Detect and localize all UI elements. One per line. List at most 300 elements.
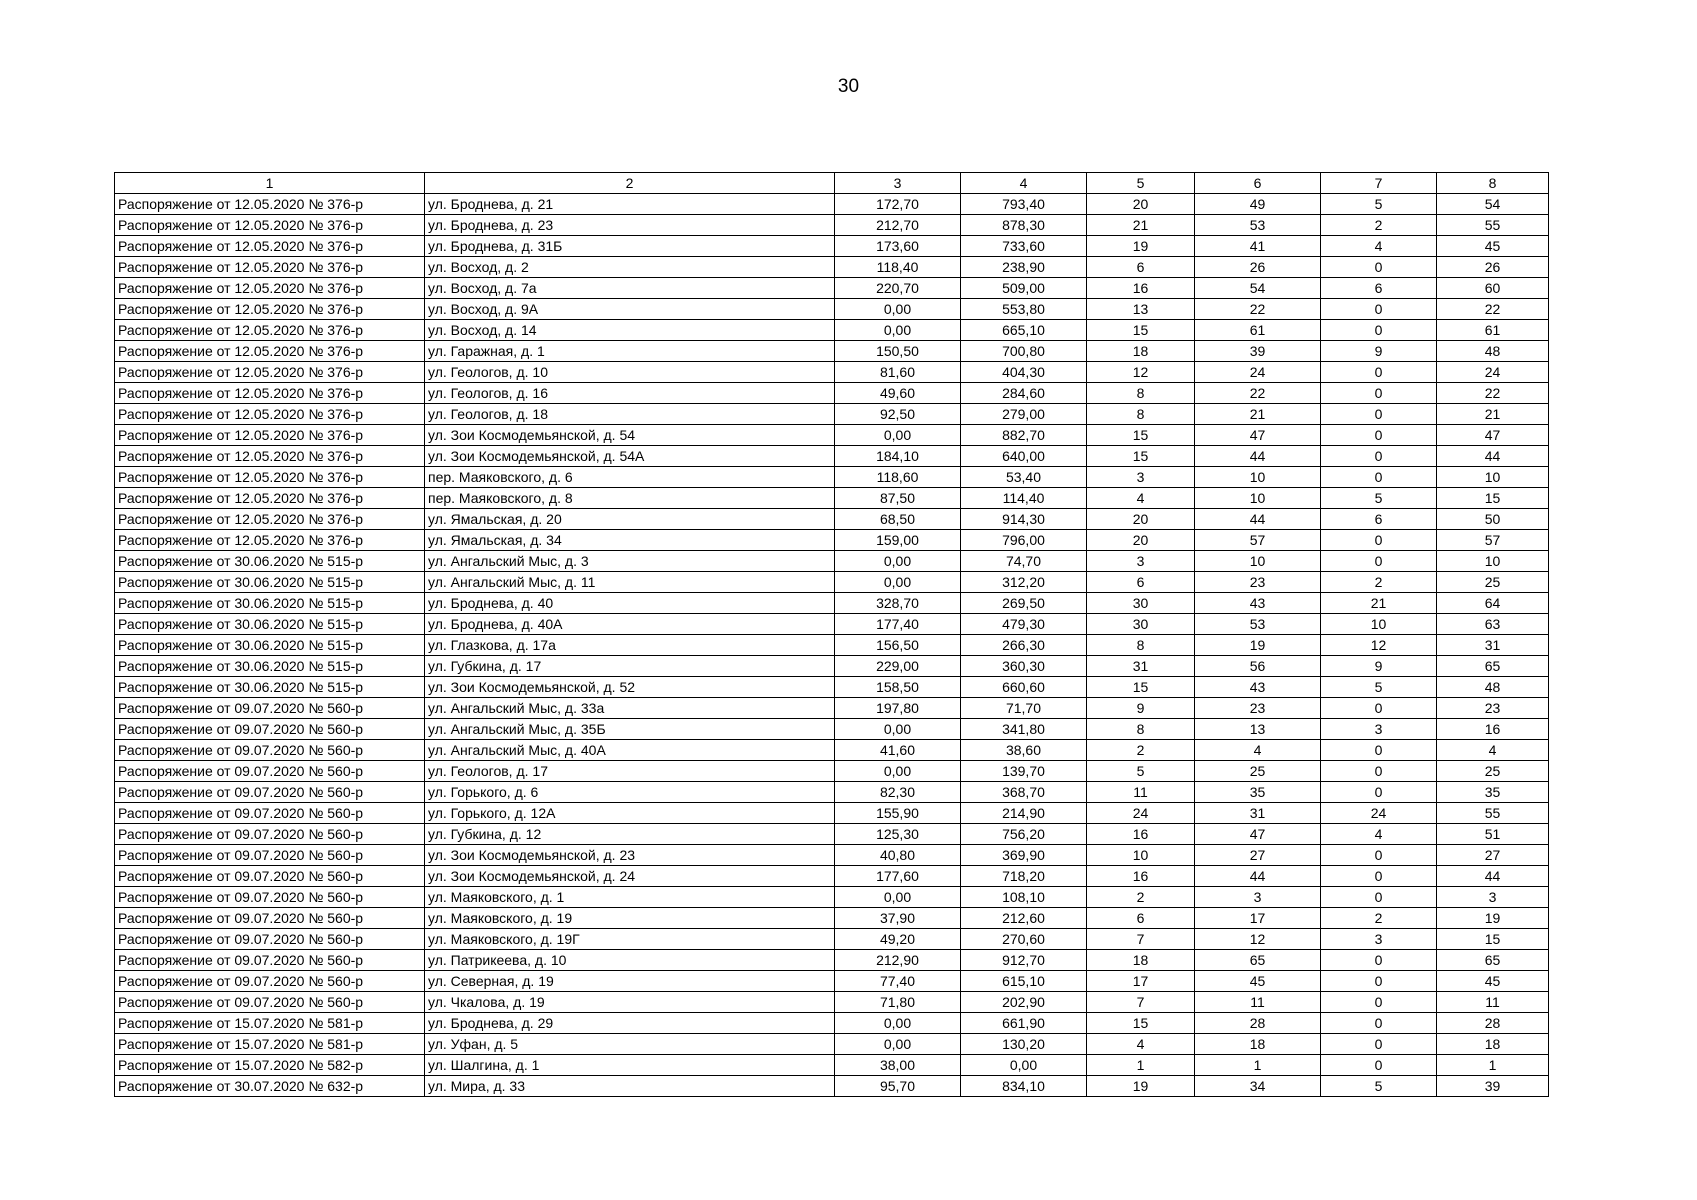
address-cell: ул. Губкина, д. 12	[425, 824, 835, 845]
col3-cell: 68,50	[835, 509, 961, 530]
col8-cell: 39	[1437, 1076, 1549, 1097]
address-cell: ул. Маяковского, д. 1	[425, 887, 835, 908]
col8-cell: 55	[1437, 215, 1549, 236]
col6-cell: 22	[1195, 299, 1321, 320]
order-cell: Распоряжение от 12.05.2020 № 376-р	[115, 488, 425, 509]
col4-cell: 238,90	[961, 257, 1087, 278]
col3-cell: 0,00	[835, 719, 961, 740]
table-row	[115, 677, 1549, 698]
address-cell: ул. Восход, д. 2	[425, 257, 835, 278]
col8-cell: 15	[1437, 929, 1549, 950]
col3-cell: 0,00	[835, 761, 961, 782]
col5-cell: 16	[1087, 278, 1195, 299]
col8-cell: 63	[1437, 614, 1549, 635]
data-table	[114, 172, 1549, 1097]
col5-cell: 6	[1087, 257, 1195, 278]
col3-cell: 71,80	[835, 992, 961, 1013]
col5-cell: 8	[1087, 383, 1195, 404]
col4-cell: 882,70	[961, 425, 1087, 446]
col3-cell: 38,00	[835, 1055, 961, 1076]
col4-cell: 266,30	[961, 635, 1087, 656]
col4-cell: 718,20	[961, 866, 1087, 887]
col6-cell: 19	[1195, 635, 1321, 656]
order-cell: Распоряжение от 12.05.2020 № 376-р	[115, 299, 425, 320]
col8-cell: 57	[1437, 530, 1549, 551]
col6-cell: 43	[1195, 677, 1321, 698]
order-cell: Распоряжение от 09.07.2020 № 560-р	[115, 845, 425, 866]
col7-cell: 0	[1321, 1055, 1437, 1076]
col6-cell: 65	[1195, 950, 1321, 971]
col4-cell: 640,00	[961, 446, 1087, 467]
col6-cell: 1	[1195, 1055, 1321, 1076]
col7-cell: 0	[1321, 446, 1437, 467]
col5-cell: 13	[1087, 299, 1195, 320]
address-cell: ул. Зои Космодемьянской, д. 24	[425, 866, 835, 887]
col6-cell: 22	[1195, 383, 1321, 404]
order-cell: Распоряжение от 15.07.2020 № 581-р	[115, 1034, 425, 1055]
address-cell: ул. Глазкова, д. 17а	[425, 635, 835, 656]
address-cell: ул. Маяковского, д. 19Г	[425, 929, 835, 950]
col4-cell: 796,00	[961, 530, 1087, 551]
address-cell: ул. Броднева, д. 29	[425, 1013, 835, 1034]
table-row	[115, 551, 1549, 572]
col7-cell: 2	[1321, 908, 1437, 929]
col4-cell: 74,70	[961, 551, 1087, 572]
table-row	[115, 341, 1549, 362]
table-row	[115, 257, 1549, 278]
col8-cell: 28	[1437, 1013, 1549, 1034]
col5-cell: 17	[1087, 971, 1195, 992]
col8-cell: 50	[1437, 509, 1549, 530]
table-row	[115, 320, 1549, 341]
col5-cell: 8	[1087, 635, 1195, 656]
col6-cell: 11	[1195, 992, 1321, 1013]
col5-cell: 20	[1087, 509, 1195, 530]
col6-cell: 54	[1195, 278, 1321, 299]
col8-cell: 44	[1437, 866, 1549, 887]
col5-cell: 4	[1087, 488, 1195, 509]
col6-cell: 61	[1195, 320, 1321, 341]
order-cell: Распоряжение от 09.07.2020 № 560-р	[115, 929, 425, 950]
col5-cell: 16	[1087, 824, 1195, 845]
order-cell: Распоряжение от 12.05.2020 № 376-р	[115, 446, 425, 467]
order-cell: Распоряжение от 30.06.2020 № 515-р	[115, 551, 425, 572]
col3-cell: 158,50	[835, 677, 961, 698]
col5-cell: 7	[1087, 929, 1195, 950]
col7-cell: 3	[1321, 929, 1437, 950]
table-row	[115, 866, 1549, 887]
table-body	[115, 173, 1549, 1097]
col4-cell: 0,00	[961, 1055, 1087, 1076]
col4-cell: 130,20	[961, 1034, 1087, 1055]
col6-cell: 39	[1195, 341, 1321, 362]
col3-cell: 49,20	[835, 929, 961, 950]
col8-cell: 23	[1437, 698, 1549, 719]
col4-cell: 834,10	[961, 1076, 1087, 1097]
col7-cell: 0	[1321, 551, 1437, 572]
col7-cell: 4	[1321, 236, 1437, 257]
col6-cell: 10	[1195, 467, 1321, 488]
order-cell: Распоряжение от 12.05.2020 № 376-р	[115, 362, 425, 383]
address-cell: ул. Броднева, д. 40А	[425, 614, 835, 635]
page-number: 30	[837, 76, 860, 97]
col5-cell: 1	[1087, 1055, 1195, 1076]
col3-cell: 81,60	[835, 362, 961, 383]
col7-cell: 0	[1321, 845, 1437, 866]
col5-cell: 3	[1087, 551, 1195, 572]
col7-cell: 0	[1321, 950, 1437, 971]
col3-cell: 92,50	[835, 404, 961, 425]
order-cell: Распоряжение от 09.07.2020 № 560-р	[115, 866, 425, 887]
table-row	[115, 1034, 1549, 1055]
col5-cell: 21	[1087, 215, 1195, 236]
col5-cell: 6	[1087, 908, 1195, 929]
address-cell: ул. Ангальский Мыс, д. 35Б	[425, 719, 835, 740]
col3-cell: 197,80	[835, 698, 961, 719]
col6-cell: 27	[1195, 845, 1321, 866]
col8-cell: 19	[1437, 908, 1549, 929]
col5-cell: 16	[1087, 866, 1195, 887]
col7-cell: 2	[1321, 572, 1437, 593]
table-row	[115, 845, 1549, 866]
col5-cell: 11	[1087, 782, 1195, 803]
col3-cell: 150,50	[835, 341, 961, 362]
col4-cell: 139,70	[961, 761, 1087, 782]
col6-cell: 26	[1195, 257, 1321, 278]
col4-cell: 212,60	[961, 908, 1087, 929]
table-row	[115, 824, 1549, 845]
address-cell: пер. Маяковского, д. 8	[425, 488, 835, 509]
col5-cell: 20	[1087, 194, 1195, 215]
col5-cell: 4	[1087, 1034, 1195, 1055]
col6-cell: 4	[1195, 740, 1321, 761]
address-cell: ул. Восход, д. 9А	[425, 299, 835, 320]
col3-cell: 118,40	[835, 257, 961, 278]
order-cell: Распоряжение от 12.05.2020 № 376-р	[115, 341, 425, 362]
col4-cell: 479,30	[961, 614, 1087, 635]
col4-cell: 878,30	[961, 215, 1087, 236]
column-header-5: 5	[1087, 173, 1195, 194]
address-cell: ул. Геологов, д. 17	[425, 761, 835, 782]
col6-cell: 45	[1195, 971, 1321, 992]
address-cell: ул. Маяковского, д. 19	[425, 908, 835, 929]
order-cell: Распоряжение от 12.05.2020 № 376-р	[115, 320, 425, 341]
address-cell: ул. Броднева, д. 40	[425, 593, 835, 614]
col3-cell: 155,90	[835, 803, 961, 824]
col5-cell: 8	[1087, 719, 1195, 740]
col4-cell: 270,60	[961, 929, 1087, 950]
col8-cell: 1	[1437, 1055, 1549, 1076]
col3-cell: 0,00	[835, 1034, 961, 1055]
col5-cell: 18	[1087, 341, 1195, 362]
col4-cell: 38,60	[961, 740, 1087, 761]
address-cell: ул. Северная, д. 19	[425, 971, 835, 992]
col6-cell: 10	[1195, 551, 1321, 572]
col5-cell: 9	[1087, 698, 1195, 719]
address-cell: ул. Ангальский Мыс, д. 40А	[425, 740, 835, 761]
col8-cell: 26	[1437, 257, 1549, 278]
order-cell: Распоряжение от 09.07.2020 № 560-р	[115, 719, 425, 740]
col6-cell: 53	[1195, 215, 1321, 236]
col6-cell: 3	[1195, 887, 1321, 908]
col8-cell: 47	[1437, 425, 1549, 446]
column-header-6: 6	[1195, 173, 1321, 194]
table-row	[115, 656, 1549, 677]
col8-cell: 31	[1437, 635, 1549, 656]
table-row	[115, 299, 1549, 320]
table-row	[115, 614, 1549, 635]
col3-cell: 156,50	[835, 635, 961, 656]
col6-cell: 31	[1195, 803, 1321, 824]
table-row	[115, 971, 1549, 992]
order-cell: Распоряжение от 09.07.2020 № 560-р	[115, 908, 425, 929]
col4-cell: 284,60	[961, 383, 1087, 404]
col6-cell: 43	[1195, 593, 1321, 614]
table-row	[115, 530, 1549, 551]
address-cell: ул. Ямальская, д. 20	[425, 509, 835, 530]
col4-cell: 368,70	[961, 782, 1087, 803]
table-row	[115, 887, 1549, 908]
table-row	[115, 1055, 1549, 1076]
table-row	[115, 194, 1549, 215]
address-cell: ул. Чкалова, д. 19	[425, 992, 835, 1013]
address-cell: ул. Губкина, д. 17	[425, 656, 835, 677]
col4-cell: 114,40	[961, 488, 1087, 509]
table-row	[115, 635, 1549, 656]
col7-cell: 9	[1321, 341, 1437, 362]
col6-cell: 24	[1195, 362, 1321, 383]
col5-cell: 15	[1087, 677, 1195, 698]
col8-cell: 60	[1437, 278, 1549, 299]
table-row	[115, 236, 1549, 257]
col7-cell: 5	[1321, 1076, 1437, 1097]
col3-cell: 82,30	[835, 782, 961, 803]
col6-cell: 13	[1195, 719, 1321, 740]
order-cell: Распоряжение от 09.07.2020 № 560-р	[115, 992, 425, 1013]
col8-cell: 61	[1437, 320, 1549, 341]
col7-cell: 2	[1321, 215, 1437, 236]
col4-cell: 214,90	[961, 803, 1087, 824]
col6-cell: 12	[1195, 929, 1321, 950]
order-cell: Распоряжение от 09.07.2020 № 560-р	[115, 782, 425, 803]
order-cell: Распоряжение от 30.07.2020 № 632-р	[115, 1076, 425, 1097]
col3-cell: 177,60	[835, 866, 961, 887]
col3-cell: 0,00	[835, 572, 961, 593]
table-row	[115, 278, 1549, 299]
order-cell: Распоряжение от 12.05.2020 № 376-р	[115, 383, 425, 404]
col7-cell: 5	[1321, 677, 1437, 698]
col5-cell: 19	[1087, 1076, 1195, 1097]
col7-cell: 0	[1321, 257, 1437, 278]
address-cell: ул. Геологов, д. 16	[425, 383, 835, 404]
table-row	[115, 215, 1549, 236]
col8-cell: 35	[1437, 782, 1549, 803]
col5-cell: 2	[1087, 740, 1195, 761]
col5-cell: 10	[1087, 845, 1195, 866]
col4-cell: 108,10	[961, 887, 1087, 908]
address-cell: ул. Броднева, д. 21	[425, 194, 835, 215]
col8-cell: 25	[1437, 572, 1549, 593]
col7-cell: 3	[1321, 719, 1437, 740]
col5-cell: 19	[1087, 236, 1195, 257]
col6-cell: 47	[1195, 425, 1321, 446]
address-cell: ул. Патрикеева, д. 10	[425, 950, 835, 971]
order-cell: Распоряжение от 09.07.2020 № 560-р	[115, 971, 425, 992]
col8-cell: 16	[1437, 719, 1549, 740]
order-cell: Распоряжение от 12.05.2020 № 376-р	[115, 467, 425, 488]
col8-cell: 27	[1437, 845, 1549, 866]
col7-cell: 0	[1321, 320, 1437, 341]
order-cell: Распоряжение от 12.05.2020 № 376-р	[115, 530, 425, 551]
address-cell: ул. Зои Космодемьянской, д. 23	[425, 845, 835, 866]
address-cell: ул. Ангальский Мыс, д. 33а	[425, 698, 835, 719]
col8-cell: 11	[1437, 992, 1549, 1013]
table-row	[115, 803, 1549, 824]
col4-cell: 53,40	[961, 467, 1087, 488]
col5-cell: 2	[1087, 887, 1195, 908]
col8-cell: 44	[1437, 446, 1549, 467]
table-row	[115, 593, 1549, 614]
address-cell: ул. Восход, д. 7а	[425, 278, 835, 299]
col4-cell: 615,10	[961, 971, 1087, 992]
address-cell: ул. Гаражная, д. 1	[425, 341, 835, 362]
col8-cell: 64	[1437, 593, 1549, 614]
col4-cell: 269,50	[961, 593, 1087, 614]
column-header-8: 8	[1437, 173, 1549, 194]
col3-cell: 41,60	[835, 740, 961, 761]
col8-cell: 10	[1437, 551, 1549, 572]
col6-cell: 57	[1195, 530, 1321, 551]
col6-cell: 47	[1195, 824, 1321, 845]
address-cell: ул. Зои Космодемьянской, д. 54	[425, 425, 835, 446]
col8-cell: 18	[1437, 1034, 1549, 1055]
col7-cell: 0	[1321, 782, 1437, 803]
col7-cell: 5	[1321, 194, 1437, 215]
col4-cell: 360,30	[961, 656, 1087, 677]
table-header-row	[115, 173, 1549, 194]
col5-cell: 24	[1087, 803, 1195, 824]
col6-cell: 49	[1195, 194, 1321, 215]
col8-cell: 65	[1437, 656, 1549, 677]
order-cell: Распоряжение от 09.07.2020 № 560-р	[115, 824, 425, 845]
col8-cell: 21	[1437, 404, 1549, 425]
col7-cell: 0	[1321, 761, 1437, 782]
address-cell: ул. Горького, д. 6	[425, 782, 835, 803]
col6-cell: 44	[1195, 866, 1321, 887]
order-cell: Распоряжение от 12.05.2020 № 376-р	[115, 194, 425, 215]
col6-cell: 35	[1195, 782, 1321, 803]
col3-cell: 159,00	[835, 530, 961, 551]
col7-cell: 0	[1321, 698, 1437, 719]
column-header-4: 4	[961, 173, 1087, 194]
col5-cell: 31	[1087, 656, 1195, 677]
order-cell: Распоряжение от 12.05.2020 № 376-р	[115, 425, 425, 446]
order-cell: Распоряжение от 09.07.2020 № 560-р	[115, 761, 425, 782]
col4-cell: 660,60	[961, 677, 1087, 698]
address-cell: ул. Горького, д. 12А	[425, 803, 835, 824]
order-cell: Распоряжение от 15.07.2020 № 581-р	[115, 1013, 425, 1034]
table-row	[115, 509, 1549, 530]
col5-cell: 18	[1087, 950, 1195, 971]
col6-cell: 23	[1195, 698, 1321, 719]
col7-cell: 0	[1321, 404, 1437, 425]
col6-cell: 18	[1195, 1034, 1321, 1055]
col4-cell: 71,70	[961, 698, 1087, 719]
col4-cell: 404,30	[961, 362, 1087, 383]
col3-cell: 118,60	[835, 467, 961, 488]
col6-cell: 25	[1195, 761, 1321, 782]
col6-cell: 28	[1195, 1013, 1321, 1034]
col3-cell: 0,00	[835, 1013, 961, 1034]
address-cell: ул. Восход, д. 14	[425, 320, 835, 341]
col4-cell: 509,00	[961, 278, 1087, 299]
col4-cell: 341,80	[961, 719, 1087, 740]
table-row	[115, 1013, 1549, 1034]
col3-cell: 220,70	[835, 278, 961, 299]
col8-cell: 24	[1437, 362, 1549, 383]
address-cell: ул. Броднева, д. 23	[425, 215, 835, 236]
order-cell: Распоряжение от 09.07.2020 № 560-р	[115, 950, 425, 971]
address-cell: ул. Геологов, д. 18	[425, 404, 835, 425]
col8-cell: 22	[1437, 383, 1549, 404]
col7-cell: 0	[1321, 425, 1437, 446]
col5-cell: 15	[1087, 320, 1195, 341]
address-cell: ул. Геологов, д. 10	[425, 362, 835, 383]
col7-cell: 0	[1321, 866, 1437, 887]
table-row	[115, 719, 1549, 740]
order-cell: Распоряжение от 09.07.2020 № 560-р	[115, 803, 425, 824]
col3-cell: 87,50	[835, 488, 961, 509]
col8-cell: 65	[1437, 950, 1549, 971]
col4-cell: 700,80	[961, 341, 1087, 362]
col7-cell: 6	[1321, 278, 1437, 299]
column-header-7: 7	[1321, 173, 1437, 194]
col8-cell: 3	[1437, 887, 1549, 908]
col3-cell: 177,40	[835, 614, 961, 635]
table-row	[115, 467, 1549, 488]
col8-cell: 45	[1437, 971, 1549, 992]
table-row	[115, 572, 1549, 593]
col6-cell: 10	[1195, 488, 1321, 509]
col3-cell: 0,00	[835, 887, 961, 908]
col8-cell: 48	[1437, 341, 1549, 362]
col5-cell: 6	[1087, 572, 1195, 593]
col6-cell: 21	[1195, 404, 1321, 425]
col4-cell: 912,70	[961, 950, 1087, 971]
col3-cell: 0,00	[835, 551, 961, 572]
col8-cell: 4	[1437, 740, 1549, 761]
col8-cell: 51	[1437, 824, 1549, 845]
address-cell: ул. Ангальский Мыс, д. 3	[425, 551, 835, 572]
col8-cell: 10	[1437, 467, 1549, 488]
col4-cell: 756,20	[961, 824, 1087, 845]
address-cell: ул. Зои Космодемьянской, д. 54А	[425, 446, 835, 467]
col4-cell: 312,20	[961, 572, 1087, 593]
col7-cell: 0	[1321, 530, 1437, 551]
order-cell: Распоряжение от 12.05.2020 № 376-р	[115, 278, 425, 299]
col3-cell: 0,00	[835, 425, 961, 446]
table-row	[115, 383, 1549, 404]
col4-cell: 553,80	[961, 299, 1087, 320]
col7-cell: 9	[1321, 656, 1437, 677]
col3-cell: 37,90	[835, 908, 961, 929]
col6-cell: 44	[1195, 509, 1321, 530]
address-cell: ул. Ангальский Мыс, д. 11	[425, 572, 835, 593]
col8-cell: 25	[1437, 761, 1549, 782]
col3-cell: 173,60	[835, 236, 961, 257]
col3-cell: 95,70	[835, 1076, 961, 1097]
address-cell: ул. Броднева, д. 31Б	[425, 236, 835, 257]
